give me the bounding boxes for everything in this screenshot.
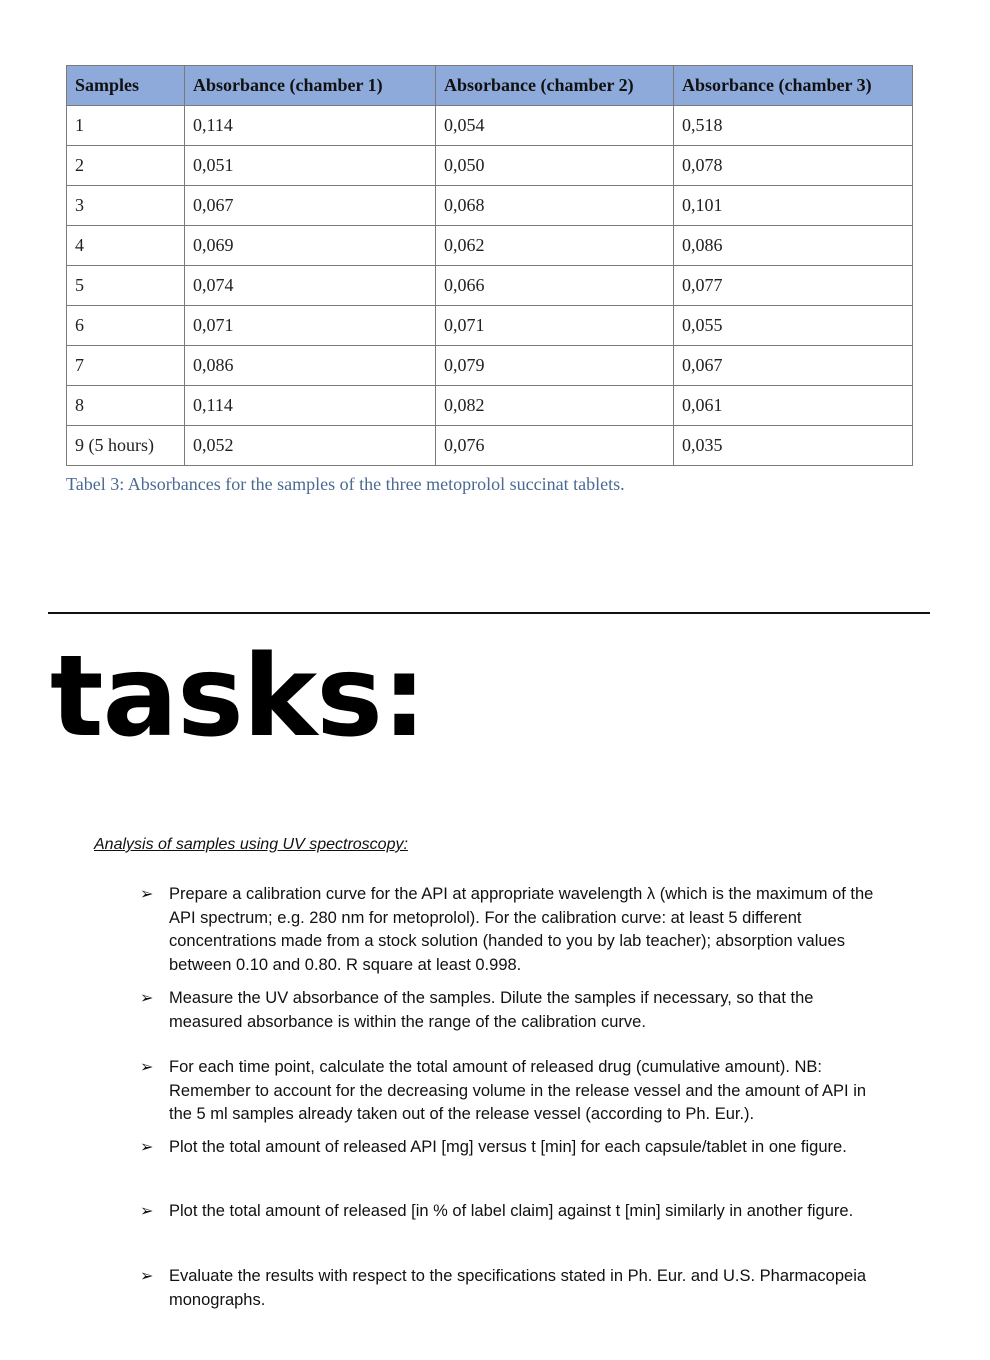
column-header: Absorbance (chamber 2) <box>436 66 674 106</box>
table-row <box>67 386 913 426</box>
table-row <box>67 426 913 466</box>
sample-cell: 8 <box>67 386 185 426</box>
absorbance-cell: 0,071 <box>185 306 436 346</box>
tasks-heading: tasks: <box>50 632 426 762</box>
sample-cell: 1 <box>67 106 185 146</box>
absorbance-cell: 0,051 <box>185 146 436 186</box>
absorbance-cell: 0,050 <box>436 146 674 186</box>
task-text: For each time point, calculate the total amount of released drug (cumulative amount). NB: Remember to account for the decreasing volume in the release vessel and the amount of API in the 5 ml samples already taken out of the release vessel (according to Ph. Eur.). <box>169 1058 867 1123</box>
task-item-plot-percent <box>140 1200 890 1224</box>
section-divider <box>48 612 930 614</box>
absorbance-cell: 0,068 <box>436 186 674 226</box>
absorbance-cell: 0,086 <box>185 346 436 386</box>
absorbance-cell: 0,086 <box>674 226 913 266</box>
arrow-bullet-icon: ➢ <box>140 1203 154 1220</box>
sample-cell: 2 <box>67 146 185 186</box>
absorbance-cell: 0,074 <box>185 266 436 306</box>
absorbance-cell: 0,518 <box>674 106 913 146</box>
task-item-measure <box>140 987 890 1034</box>
table-row <box>67 186 913 226</box>
sample-cell: 5 <box>67 266 185 306</box>
sample-cell: 3 <box>67 186 185 226</box>
arrow-bullet-icon: ➢ <box>140 1059 154 1076</box>
section-title: Analysis of samples using UV spectroscopy: <box>94 836 408 853</box>
absorbance-cell: 0,052 <box>185 426 436 466</box>
task-item-evaluate <box>140 1265 890 1312</box>
sample-cell: 6 <box>67 306 185 346</box>
table-row <box>67 306 913 346</box>
absorbance-cell: 0,079 <box>436 346 674 386</box>
table-caption: Tabel 3: Absorbances for the samples of the three metoprolol succinat tablets. <box>66 474 625 494</box>
column-header: Samples <box>67 66 185 106</box>
absorbance-cell: 0,114 <box>185 106 436 146</box>
sample-cell: 9 (5 hours) <box>67 426 185 466</box>
absorbance-cell: 0,076 <box>436 426 674 466</box>
task-text: Prepare a calibration curve for the API at appropriate wavelength λ (which is the maximum of the API spectrum; e.g. 280 nm for metoprolol). For the calibration curve: at least 5 different concentrations made from a stock solution (handed to you by lab teacher); absorption values between 0.10 and 0.80. R square at least 0.998. <box>169 885 874 974</box>
absorbance-cell: 0,055 <box>674 306 913 346</box>
table-row <box>67 146 913 186</box>
absorbance-cell: 0,069 <box>185 226 436 266</box>
task-text: Plot the total amount of released API [mg] versus t [min] for each capsule/tablet in one figure. <box>169 1138 847 1156</box>
absorbance-cell: 0,078 <box>674 146 913 186</box>
task-item-plot-mg <box>140 1136 890 1160</box>
arrow-bullet-icon: ➢ <box>140 1139 154 1156</box>
sample-cell: 4 <box>67 226 185 266</box>
column-header: Absorbance (chamber 3) <box>674 66 913 106</box>
absorbance-cell: 0,067 <box>185 186 436 226</box>
table-row <box>67 266 913 306</box>
sample-cell: 7 <box>67 346 185 386</box>
absorbance-cell: 0,067 <box>674 346 913 386</box>
absorbance-cell: 0,054 <box>436 106 674 146</box>
task-item-calibration <box>140 883 890 977</box>
task-text: Evaluate the results with respect to the specifications stated in Ph. Eur. and U.S. Pharmacopeia monographs. <box>169 1267 867 1309</box>
absorbance-cell: 0,035 <box>674 426 913 466</box>
table-header-row <box>67 66 913 106</box>
absorbance-cell: 0,061 <box>674 386 913 426</box>
absorbance-cell: 0,066 <box>436 266 674 306</box>
column-header: Absorbance (chamber 1) <box>185 66 436 106</box>
arrow-bullet-icon: ➢ <box>140 990 154 1007</box>
arrow-bullet-icon: ➢ <box>140 886 154 903</box>
task-item-calculate <box>140 1056 890 1127</box>
table-row <box>67 346 913 386</box>
absorbance-cell: 0,071 <box>436 306 674 346</box>
absorbance-cell: 0,114 <box>185 386 436 426</box>
absorbance-cell: 0,062 <box>436 226 674 266</box>
table-row <box>67 106 913 146</box>
absorbance-cell: 0,101 <box>674 186 913 226</box>
absorbance-table <box>66 65 913 466</box>
absorbance-cell: 0,077 <box>674 266 913 306</box>
table-row <box>67 226 913 266</box>
task-text: Measure the UV absorbance of the samples. Dilute the samples if necessary, so that the measured absorbance is within the range of the calibration curve. <box>169 989 814 1031</box>
absorbance-cell: 0,082 <box>436 386 674 426</box>
task-text: Plot the total amount of released [in % of label claim] against t [min] similarly in another figure. <box>169 1202 854 1220</box>
arrow-bullet-icon: ➢ <box>140 1268 154 1285</box>
